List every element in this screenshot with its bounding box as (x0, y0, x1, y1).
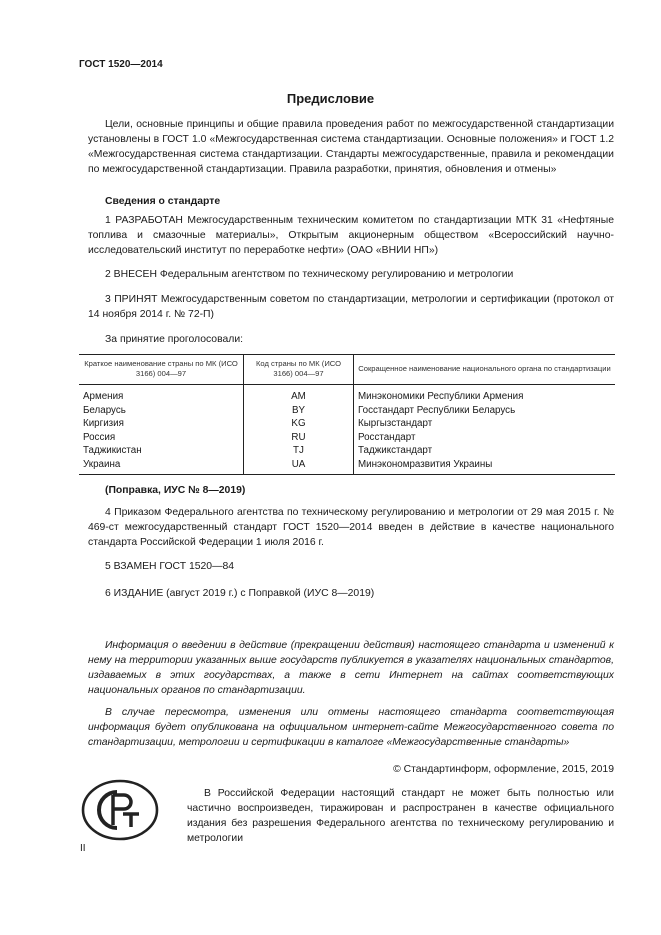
code-cell: RU (244, 431, 354, 445)
table-header-row (79, 355, 615, 385)
notice-revision: В случае пересмотра, изменения или отмены настоящего стандарта соответствующая информация будет опубликована на официальном интернет-сайте Межгосударственного совета по стандартизации, метрологии и сертификации в каталоге «Межгосударственные стандарты» (88, 707, 614, 748)
intro-paragraph: Цели, основные принципы и общие правила проведения работ по межгосударственной стандартизации установлены в ГОСТ 1.0 «Межгосударственная система стандартизации. Основные положения» и ГОСТ 1.2 «Межгосударственная система стандартизации. Стандарты межгосударственные, правила и рекомендации по межгосударственной стандартизации. Правила разработки, принятия, обновления и отмены» (88, 119, 614, 175)
column-header-code: Код страны по МК (ИСО 3166) 004—97 (244, 355, 354, 385)
country-cell: Украина (79, 458, 244, 475)
code-cell: TJ (244, 444, 354, 458)
body-cell: Росстандарт (354, 431, 616, 445)
table-row (79, 444, 615, 458)
table-row (79, 417, 615, 431)
item-replaces: 5 ВЗАМЕН ГОСТ 1520—84 (105, 561, 235, 572)
amendment-note: (Поправка, ИУС № 8—2019) (105, 485, 246, 496)
body-cell: Таджикстандарт (354, 444, 616, 458)
code-cell: UA (244, 458, 354, 475)
table-row (79, 404, 615, 418)
body-cell: Минэкономразвития Украины (354, 458, 616, 475)
table-row (79, 458, 615, 475)
country-cell: Беларусь (83, 404, 126, 416)
body-cell: Минэкономики Республики Армения (354, 385, 616, 404)
page-title: Предисловие (286, 91, 375, 106)
column-header-country: Краткое наименование страны по МК (ИСО 3166) 004—97 (79, 355, 244, 385)
copyright-line: © Стандартинформ, оформление, 2015, 2019 (393, 764, 614, 775)
country-cell: Армения (83, 391, 124, 402)
country-cell: Россия (83, 431, 116, 443)
vote-label: За принятие проголосовали: (105, 334, 244, 345)
rst-logo (80, 777, 162, 843)
table-row (79, 385, 615, 404)
body-cell: Госстандарт Республики Беларусь (354, 404, 616, 418)
code-cell: BY (244, 404, 354, 418)
table-row (79, 431, 615, 445)
document-code-header: ГОСТ 1520—2014 (79, 59, 163, 70)
voting-states-table (79, 354, 615, 475)
country-cell: Таджикистан (83, 445, 142, 456)
code-cell: AM (244, 385, 354, 404)
column-header-body: Сокращенное наименование национального органа по стандартизации (354, 355, 616, 385)
country-cell: Киргизия (83, 418, 124, 429)
info-heading: Сведения о стандарте (105, 196, 221, 207)
page-number: II (80, 843, 86, 854)
rights-notice: В Российской Федерации настоящий стандарт не может быть полностью или частично воспроизведен, тиражирован и распространен в качестве официального издания без разрешения Федерального агентства по техническому регулированию и метрологии (187, 788, 614, 844)
item-adopted: 3 ПРИНЯТ Межгосударственным советом по стандартизации, метрологии и сертификации (протокол от 14 ноября 2014 г. № 72-П) (88, 294, 614, 320)
item-developed: 1 РАЗРАБОТАН Межгосударственным техническим комитетом по стандартизации МТК 31 «Нефтяные топлива и смазочные материалы», Открытым акционерным обществом «Всероссийский научно-исследовательский институт по переработке нефти» (ОАО «ВНИИ НП») (88, 215, 614, 256)
code-cell: KG (244, 417, 354, 431)
item-submitted: 2 ВНЕСЕН Федеральным агентством по техническому регулированию и метрологии (105, 269, 514, 280)
item-edition: 6 ИЗДАНИЕ (август 2019 г.) с Поправкой (ИУС 8—2019) (105, 588, 375, 599)
body-cell: Кыргызстандарт (354, 417, 616, 431)
notice-enactment: Информация о введении в действие (прекращении действия) настоящего стандарта и изменений к нему на территории указанных выше государств публикуется в указателях национальных стандартов, издаваемых в этих государствах, а также в сети Интернет на сайтах соответствующих национальных органов по стандартизации. (88, 640, 614, 696)
item-enacted: 4 Приказом Федерального агентства по техническому регулированию и метрологии от 29 мая 2015 г. № 469-ст межгосударственный стандарт ГОСТ 1520—2014 введен в действие в качестве национального стандарта Российской Федерации 1 июля 2016 г. (88, 507, 614, 548)
